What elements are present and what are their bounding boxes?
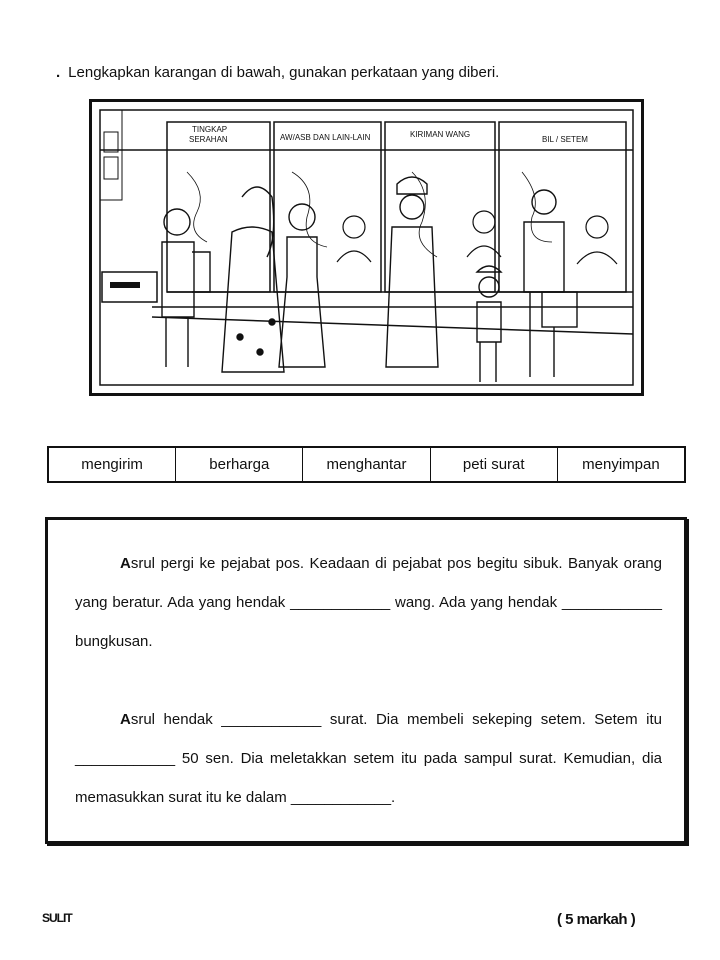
- counter-clerks: [337, 211, 617, 264]
- instruction-text: Lengkapkan karangan di bawah, gunakan perkataan yang diberi.: [68, 64, 500, 81]
- sign-tingkap: TINGKAP: [192, 125, 228, 134]
- word-choice-box: [47, 446, 686, 483]
- paragraph-lead-letter: A: [120, 555, 131, 572]
- sign-aw-asb: AW/ASB DAN LAIN-LAIN: [280, 133, 371, 142]
- question-number: .: [56, 64, 61, 81]
- essay-box: [45, 517, 687, 844]
- paragraph-lead-letter: A: [120, 711, 131, 728]
- sign-kiriman-wang: KIRIMAN WANG: [410, 130, 471, 139]
- essay-paragraph-1: [75, 544, 662, 661]
- footer-marks: ( 5 markah ): [557, 911, 636, 928]
- word-option: mengirim: [49, 448, 176, 481]
- word-option: berharga: [176, 448, 303, 481]
- sign-serahan: SERAHAN: [189, 135, 228, 144]
- queue-customers: [162, 177, 577, 382]
- word-option: menghantar: [303, 448, 430, 481]
- essay-paragraph-2: [75, 700, 662, 817]
- word-option: menyimpan: [582, 456, 660, 473]
- word-option: peti surat: [431, 448, 558, 481]
- paragraph-text: srul hendak ____________ surat. Dia membeli sekeping setem. Setem itu ____________ 50 sen. Dia meletakkan setem itu pada sampul surat. Kemudian, dia memasukkan surat itu ke dalam ____________.: [75, 711, 662, 806]
- question-instruction: [56, 64, 499, 81]
- post-office-drawing: [92, 102, 641, 393]
- sign-bil-setem: BIL / SETEM: [542, 135, 588, 144]
- counter-signs: [189, 125, 588, 144]
- post-office-illustration: [89, 99, 644, 396]
- paragraph-text: srul pergi ke pejabat pos. Keadaan di pejabat pos begitu sibuk. Banyak orang yang beratur. Ada yang hendak ____________ wang. Ada yang hendak ____________ bungkusan.: [75, 555, 662, 650]
- footer-sulit: SULIT: [42, 911, 72, 925]
